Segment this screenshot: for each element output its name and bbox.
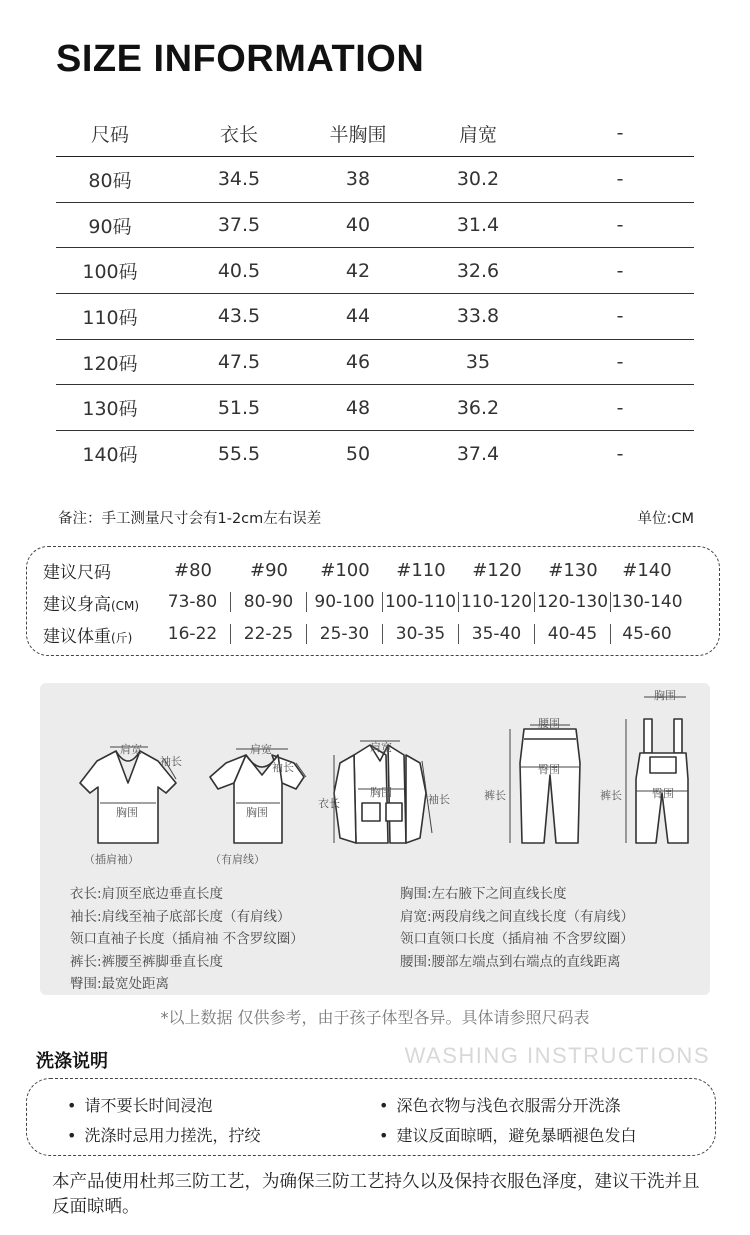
definition-item: 袖长:肩线至袖子底部长度（有肩线） (70, 908, 291, 925)
recommend-size: #120 (472, 559, 522, 581)
table-row (56, 203, 694, 249)
definition-item: 领口直袖子长度（插肩袖 不含罗纹圈） (70, 931, 304, 948)
unit-label: 单位:CM (637, 511, 694, 527)
recommend-height: 90-100 (307, 592, 383, 612)
table-row (56, 248, 694, 294)
length-cell: 55.5 (217, 442, 261, 465)
weight-unit: (斤) (111, 630, 133, 645)
length-cell: 40.5 (217, 259, 261, 282)
extra-cell: - (616, 305, 624, 328)
extra-cell: - (616, 214, 624, 237)
shoulder-cell: 37.4 (456, 442, 500, 465)
header-cell: 半胸围 (329, 123, 387, 146)
washing-box (26, 1078, 716, 1156)
size-cell: 130码 (82, 398, 138, 421)
table-row (56, 431, 694, 477)
definitions-left (70, 883, 304, 996)
label-pants-length: 裤长 (484, 789, 506, 802)
label-waist: 腰围 (538, 717, 560, 730)
page-title: SIZE INFORMATION (56, 38, 425, 80)
label-chest: 胸围 (370, 786, 392, 799)
recommend-weight: 22-25 (231, 624, 307, 644)
weight-label-text: 建议体重 (43, 626, 111, 647)
caption-shoulder-line: （有肩线） (210, 853, 265, 866)
chest-cell: 48 (345, 396, 371, 419)
chest-cell: 50 (345, 442, 371, 465)
definition-item: 肩宽:两段肩线之间直线长度（有肩线） (400, 908, 635, 925)
table-row (56, 340, 694, 386)
recommend-size: #90 (250, 559, 288, 581)
caption-raglan: （插肩袖） (84, 853, 139, 866)
chest-cell: 42 (345, 259, 371, 282)
definitions-right (400, 883, 634, 973)
extra-cell: - (616, 351, 624, 374)
size-cell: 90码 (88, 215, 132, 238)
washing-title: 洗涤说明 (36, 1051, 108, 1072)
recommend-height-row (27, 587, 719, 617)
extra-cell: - (616, 396, 624, 419)
label-sleeve: 袖长 (272, 761, 294, 774)
recommend-box (26, 546, 720, 656)
recommend-size-row (27, 555, 719, 585)
recommend-size: #80 (174, 559, 212, 581)
size-cell: 110码 (82, 306, 138, 329)
extra-cell: - (616, 442, 624, 465)
washing-item: • 深色衣物与浅色衣服需分开洗涤 (379, 1093, 620, 1116)
recommend-height: 120-130 (535, 592, 611, 612)
extra-cell: - (616, 259, 624, 282)
recommend-weight: 35-40 (459, 624, 535, 644)
length-cell: 37.5 (217, 214, 261, 237)
shoulder-cell: 35 (465, 351, 491, 374)
recommend-size: #100 (320, 559, 370, 581)
header-cell: - (616, 122, 624, 144)
table-row (56, 385, 694, 431)
header-cell: 尺码 (90, 123, 129, 146)
footer-note: 本产品使用杜邦三防工艺，为确保三防工艺持久以及保持衣服色泽度，建议干洗并且反面晾晒。 (52, 1172, 700, 1217)
chest-cell: 46 (345, 351, 371, 374)
recommend-size-label: 建议尺码 (43, 562, 111, 583)
overalls-icon (636, 719, 688, 843)
label-shoulder: 肩宽 (250, 743, 272, 756)
recommend-size: #140 (622, 559, 672, 581)
recommend-weight-row (27, 619, 719, 649)
recommend-height-label (27, 590, 155, 615)
washing-item: • 洗涤时忌用力搓洗，拧绞 (67, 1123, 260, 1146)
definition-item: 领口直领口长度（插肩袖 不含罗纹圈） (400, 931, 634, 948)
label-hip: 臀围 (652, 787, 674, 800)
label-sleeve: 袖长 (428, 793, 450, 806)
size-cell: 120码 (82, 352, 138, 375)
chest-cell: 40 (345, 214, 371, 237)
label-pants-length: 裤长 (600, 789, 622, 802)
recommend-weight: 30-35 (383, 624, 459, 644)
definition-item: 臀围:最宽处距离 (70, 976, 170, 993)
recommend-height: 130-140 (611, 592, 683, 612)
pants-icon (520, 729, 580, 843)
size-table-header (56, 110, 694, 157)
label-length: 衣长 (318, 797, 340, 810)
chest-cell: 38 (345, 168, 371, 191)
recommend-height: 100-110 (383, 592, 459, 612)
recommend-weight: 45-60 (622, 624, 672, 644)
size-table (56, 110, 694, 477)
recommend-height: 73-80 (155, 592, 231, 612)
shoulder-cell: 33.8 (456, 305, 500, 328)
label-chest: 胸围 (116, 806, 138, 819)
length-cell: 47.5 (217, 351, 261, 374)
size-cell: 140码 (82, 444, 138, 467)
washing-item: • 建议反面晾晒，避免暴晒褪色发白 (379, 1123, 636, 1146)
table-row (56, 157, 694, 203)
definition-item: 裤长:裤腰至裤脚垂直长度 (70, 953, 224, 970)
header-cell: 肩宽 (458, 123, 497, 146)
shoulder-cell: 36.2 (456, 396, 500, 419)
label-hip: 臀围 (538, 763, 560, 776)
definition-item: 衣长:肩顶至底边垂直长度 (70, 886, 224, 902)
chest-cell: 44 (345, 305, 371, 328)
shoulder-cell: 30.2 (456, 168, 500, 191)
label-chest: 胸围 (654, 689, 676, 702)
garment-illustrations (40, 683, 710, 883)
extra-cell: - (616, 168, 624, 191)
recommend-weight: 16-22 (155, 624, 231, 644)
table-row (56, 294, 694, 340)
length-cell: 34.5 (217, 168, 261, 191)
size-cell: 100码 (82, 261, 138, 284)
shoulder-cell: 31.4 (456, 214, 500, 237)
recommend-weight: 40-45 (535, 624, 611, 644)
label-chest: 胸围 (246, 806, 268, 819)
shoulder-cell: 32.6 (456, 259, 500, 282)
washing-item: • 请不要长时间浸泡 (67, 1093, 212, 1116)
length-cell: 43.5 (217, 305, 261, 328)
measurement-diagram (40, 683, 710, 995)
length-cell: 51.5 (217, 396, 261, 419)
recommend-height: 80-90 (231, 592, 307, 612)
washing-title-en: WASHING INSTRUCTIONS (404, 1043, 710, 1068)
recommend-weight: 25-30 (307, 624, 383, 644)
recommend-size: #110 (396, 559, 446, 581)
recommend-weight-label (27, 622, 155, 647)
header-cell: 衣长 (219, 123, 258, 146)
recommend-size: #130 (548, 559, 598, 581)
label-shoulder: 肩宽 (370, 741, 392, 754)
measurement-note: 备注：手工测量尺寸会有1-2cm左右误差 (58, 511, 322, 527)
label-sleeve: 袖长 (160, 755, 182, 768)
height-unit: (CM) (111, 598, 140, 613)
disclaimer: *以上数据 仅供参考，由于孩子体型各异。具体请参照尺码表 (160, 1008, 590, 1027)
label-shoulder: 肩宽 (120, 743, 142, 756)
recommend-height: 110-120 (459, 592, 535, 612)
size-cell: 80码 (88, 169, 132, 192)
definition-item: 胸围:左右腋下之间直线长度 (400, 886, 567, 902)
height-label-text: 建议身高 (43, 594, 111, 615)
definition-item: 腰围:腰部左端点到右端点的直线距离 (400, 953, 621, 970)
